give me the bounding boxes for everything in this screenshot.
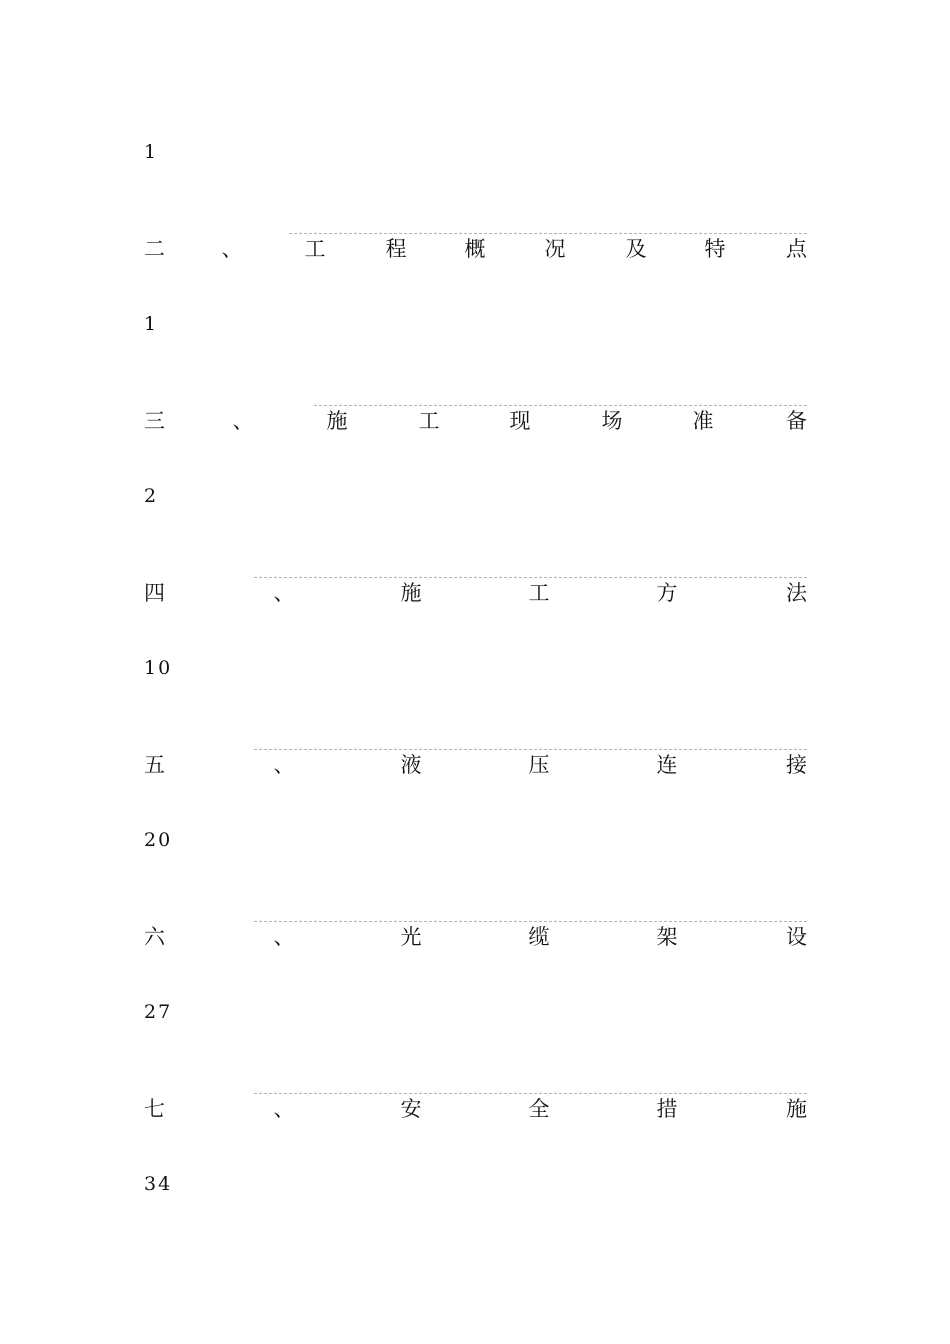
toc-leader	[289, 233, 807, 234]
toc-entry[interactable]	[144, 581, 807, 611]
toc-char: 程	[385, 237, 407, 261]
toc-entry[interactable]	[144, 409, 807, 439]
toc-char: 、	[232, 409, 254, 433]
toc-char: 场	[601, 409, 623, 433]
toc-page-number: 34	[144, 1173, 173, 1195]
toc-page-number: 2	[144, 485, 159, 507]
toc-leader	[254, 1093, 807, 1094]
toc-char: 三	[144, 409, 165, 433]
toc-char: 光	[400, 925, 422, 949]
toc-page-number: 27	[144, 1001, 173, 1023]
toc-char: 况	[544, 237, 566, 261]
toc-char: 、	[221, 237, 243, 261]
toc-char: 工	[418, 409, 440, 433]
toc-char: 设	[786, 925, 807, 949]
toc-leader	[254, 921, 807, 922]
toc-char: 点	[786, 237, 807, 261]
toc-char: 四	[144, 581, 165, 605]
toc-leader	[254, 577, 807, 578]
toc-char: 措	[656, 1097, 678, 1121]
toc-char: 备	[786, 409, 807, 433]
toc-char: 施	[326, 409, 348, 433]
toc-char: 全	[528, 1097, 550, 1121]
toc-char: 、	[273, 581, 295, 605]
toc-leader	[314, 405, 807, 406]
toc-char: 、	[273, 753, 295, 777]
toc-char: 连	[656, 753, 678, 777]
toc-char: 及	[625, 237, 647, 261]
toc-char: 施	[400, 581, 422, 605]
toc-entry[interactable]	[144, 237, 807, 267]
toc-char: 接	[786, 753, 807, 777]
toc-entry[interactable]	[144, 1097, 807, 1127]
toc-char: 安	[400, 1097, 422, 1121]
toc-entry[interactable]	[144, 925, 807, 955]
toc-page-number: 1	[144, 141, 159, 163]
toc-char: 工	[528, 581, 550, 605]
toc-char: 七	[144, 1097, 165, 1121]
toc-leader	[254, 749, 807, 750]
toc-char: 架	[656, 925, 678, 949]
toc-char: 特	[704, 237, 726, 261]
toc-char: 概	[464, 237, 486, 261]
toc-char: 、	[273, 1097, 295, 1121]
toc-char: 现	[509, 409, 531, 433]
toc-entry[interactable]	[144, 753, 807, 783]
toc-char: 准	[692, 409, 714, 433]
toc-char: 五	[144, 753, 165, 777]
toc-char: 法	[786, 581, 807, 605]
toc-char: 缆	[528, 925, 550, 949]
toc-char: 压	[528, 753, 550, 777]
toc-char: 工	[304, 237, 326, 261]
toc-char: 、	[273, 925, 295, 949]
toc-char: 液	[400, 753, 422, 777]
toc-char: 施	[786, 1097, 807, 1121]
toc-page-number: 1	[144, 313, 159, 335]
toc-page-number: 10	[144, 657, 173, 679]
toc-page-number: 20	[144, 829, 173, 851]
toc-char: 二	[144, 237, 165, 261]
toc-char: 六	[144, 925, 165, 949]
toc-char: 方	[656, 581, 678, 605]
